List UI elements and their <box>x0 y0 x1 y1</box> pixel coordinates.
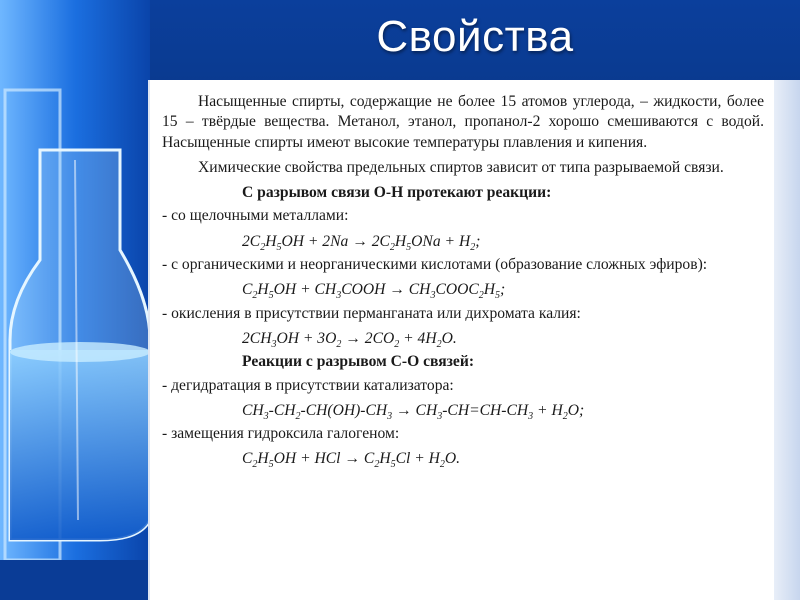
equation-subscript: 5 <box>390 459 396 471</box>
equation-1 <box>242 232 764 252</box>
list-item-substitution: - замещения гидроксила галогеном: <box>162 425 400 443</box>
equation-text: H <box>257 450 269 468</box>
equation-text: O; <box>567 401 585 419</box>
equation-subscript: 3 <box>430 290 436 302</box>
equation-subscript: 2 <box>374 459 380 471</box>
equation-subscript: 3 <box>387 410 393 422</box>
list-item-acids: - с органическими и неорганическими кислотами (образование сложных эфиров): <box>162 256 708 274</box>
equation-4 <box>242 401 764 421</box>
equation-subscript: 5 <box>268 290 274 302</box>
equation-text: CH <box>242 401 264 419</box>
equation-text: H <box>265 232 277 250</box>
equation-2 <box>242 280 764 300</box>
equation-text: OH + HCl → C <box>273 450 375 468</box>
equation-subscript: 2 <box>295 410 301 422</box>
equation-text: → 2CO <box>341 329 395 347</box>
paragraph-properties: Насыщенные спирты, содержащие не более 15 атомов углерода, – жидкости, более 15 – твёрдые вещества. Метанол, этанол, пропанол-2 хорошо смешиваются с водой. Насыщенные спирты имеют высокие температуры плавления и кипения. <box>162 93 764 151</box>
slide-content <box>162 92 764 473</box>
equation-subscript: 2 <box>252 290 258 302</box>
equation-text: -CH=CH-CH <box>442 401 529 419</box>
equation-text: ; <box>475 232 481 250</box>
equation-text: H <box>394 232 407 250</box>
equation-subscript: 2 <box>436 339 442 351</box>
equation-subscript: 2 <box>260 241 266 253</box>
equation-subscript: 2 <box>336 339 342 351</box>
equation-text: COOC <box>435 281 479 299</box>
equation-text: + H <box>533 401 563 419</box>
equation-text: H <box>379 450 391 468</box>
equation-text: Cl + H <box>395 450 440 468</box>
equation-subscript: 2 <box>252 459 258 471</box>
equation-subscript: 5 <box>495 290 501 302</box>
equation-text: OH + 2Na → 2C <box>281 232 390 250</box>
equation-text: H <box>483 281 496 299</box>
equation-text: C <box>242 281 253 299</box>
equation-subscript: 5 <box>276 241 282 253</box>
equation-text: ; <box>500 281 506 299</box>
equation-subscript: 2 <box>478 290 484 302</box>
equation-subscript: 3 <box>336 290 342 302</box>
equation-text: ONa + H <box>411 232 471 250</box>
equation-text: H <box>257 281 269 299</box>
equation-text: OH + 3O <box>276 329 337 347</box>
heading-co-break: Реакции с разрывом С-О связей: <box>242 353 475 371</box>
equation-subscript: 2 <box>439 459 445 471</box>
equation-text: O. <box>441 329 457 347</box>
equation-text: + 4H <box>399 329 437 347</box>
heading-oh-break: С разрывом связи О-Н протекают реакции: <box>242 184 552 202</box>
equation-subscript: 2 <box>394 339 400 351</box>
equation-text: → CH <box>392 401 438 419</box>
equation-subscript: 2 <box>562 410 568 422</box>
equation-subscript: 5 <box>406 241 412 253</box>
list-item-alkali: - со щелочными металлами: <box>162 207 349 225</box>
equation-subscript: 3 <box>263 410 269 422</box>
equation-text: -CH(OH)-CH <box>300 401 388 419</box>
equation-subscript: 2 <box>389 241 395 253</box>
equation-text: OH + CH <box>273 281 337 299</box>
equation-text: 2CH <box>242 329 272 347</box>
equation-text: -CH <box>268 401 296 419</box>
equation-subscript: 3 <box>528 410 534 422</box>
equation-subscript: 3 <box>437 410 443 422</box>
equation-subscript: 3 <box>271 339 277 351</box>
slide-title: Свойства <box>376 12 574 61</box>
equation-subscript: 2 <box>470 241 476 253</box>
equation-text: COOH → CH <box>341 281 431 299</box>
equation-text: O. <box>444 450 461 468</box>
equation-text: C <box>242 450 253 468</box>
equation-5 <box>242 449 764 469</box>
list-item-oxidation: - окисления в присутствии перманганата или дихромата калия: <box>162 304 581 322</box>
right-stripe <box>774 80 800 600</box>
equation-text: 2C <box>242 232 261 250</box>
equation-3 <box>242 329 764 349</box>
paragraph-chemical: Химические свойства предельных спиртов зависит от типа разрываемой связи. <box>198 158 724 176</box>
equation-subscript: 5 <box>268 459 274 471</box>
lab-glassware-image <box>0 0 150 600</box>
list-item-dehydration: - дегидратация в присутствии катализатора: <box>162 376 454 394</box>
